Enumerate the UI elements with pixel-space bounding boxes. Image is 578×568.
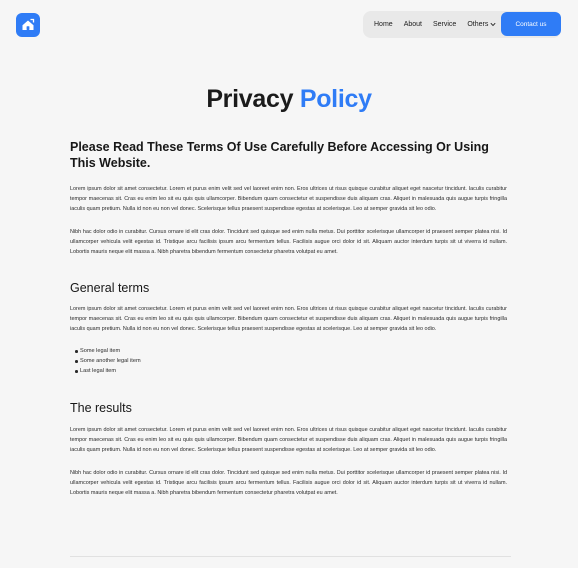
page-title-part1: Privacy [206, 85, 300, 113]
list-item: Last legal item [75, 366, 507, 376]
nav-service[interactable]: Service [432, 21, 457, 28]
nav-others[interactable] [467, 21, 496, 28]
general-terms-heading: General terms [70, 281, 150, 295]
policy-content [70, 139, 507, 498]
results-paragraph-1: Lorem ipsum dolor sit amet consectetur. Lorem et purus enim velit sed vel laoreet enim non. Eros ultrices ut risus quisque curabitur aliquet eget nascetur tincidunt. Iaculis curabitur tempor maecenas sit. Cras eu enim leo sit eu quis quis ullamcorper. Bibendum quam consectetur et suspendisse duis aliquam cras. Aliquet in malesuada quis augue turpis fringilla iaculis quam pretium. Nulla id non eu non vel donec. Scelerisque tellus praesent suspendisse egestas at scelerisque. Leo at semper gravida sit leo odio. [70, 427, 507, 453]
page-title-accent: Policy [299, 85, 372, 113]
general-terms-paragraph: Lorem ipsum dolor sit amet consectetur. Lorem et purus enim velit sed vel laoreet enim non. Eros ultrices ut risus quisque curabitur aliquet eget nascetur tincidunt. Iaculis curabitur tempor maecenas sit. Cras eu enim leo sit eu quis quis ullamcorper. Bibendum quam consectetur et suspendisse duis aliquam cras. Aliquet in malesuada quis augue turpis fringilla iaculis quam pretium. Nulla id non eu non vel donec. Scelerisque tellus praesent suspendisse egestas at scelerisque. Leo at semper gravida sit leo odio. [70, 306, 507, 332]
home-logo-icon[interactable] [16, 13, 40, 37]
results-paragraph-2: Nibh hac dolor odio in curabitur. Cursus ornare id elit cras dolor. Tincidunt sed quisque sed enim nulla metus. Dui porttitor scelerisque ullamcorper id praesent semper platea nisi. Id ullamcorper vehicula velit egestas id. Tristique arcu facilisis ipsum arcu fermentum tellus. Facilisis augue orci dolor id sit. Aliquam auctor interdum turpis sit ut viverra id nullam. Lobortis mauris neque elit massa a. Nibh pharetra bibendum fermentum consectetur pharetra volutpat eu amet. [70, 470, 507, 496]
nav-others-label: Others [467, 21, 489, 28]
nav-about[interactable]: About [403, 21, 422, 28]
page-title [0, 84, 578, 114]
intro-paragraph-1: Lorem ipsum dolor sit amet consectetur. Lorem et purus enim velit sed vel laoreet enim non. Eros ultrices ut risus quisque curabitur aliquet eget nascetur tincidunt. Iaculis curabitur tempor maecenas sit. Cras eu enim leo sit eu quis quis ullamcorper. Bibendum quam consectetur et suspendisse duis aliquam cras. Aliquet in malesuada quis augue turpis fringilla iaculis quam pretium. Nulla id non eu non vel donec. Scelerisque tellus praesent suspendisse egestas at scelerisque. Leo at semper gravida sit leo odio. [70, 186, 507, 212]
nav-home[interactable]: Home [374, 21, 393, 28]
chevron-down-icon [490, 22, 496, 27]
legal-items-list [75, 346, 507, 376]
house-icon [20, 17, 36, 33]
list-item: Some legal item [75, 346, 507, 356]
list-item: Some another legal item [75, 356, 507, 366]
contact-us-button[interactable]: Contact us [501, 12, 561, 36]
results-heading: The results [70, 401, 132, 415]
intro-paragraph-2: Nibh hac dolor odio in curabitur. Cursus ornare id elit cras dolor. Tincidunt sed quisque sed enim nulla metus. Dui porttitor scelerisque ullamcorper id praesent semper platea nisi. Id ullamcorper vehicula velit egestas id. Tristique arcu facilisis ipsum arcu fermentum tellus. Facilisis augue orci dolor id sit. Aliquam auctor interdum turpis sit ut viverra id nullam. Lobortis mauris neque elit massa a. Nibh pharetra bibendum fermentum consectetur pharetra volutpat eu amet. [70, 229, 507, 255]
intro-heading: Please Read These Terms Of Use Carefully Before Accessing Or Using This Website. [70, 140, 489, 170]
nav-links [374, 11, 496, 38]
divider [70, 556, 511, 557]
